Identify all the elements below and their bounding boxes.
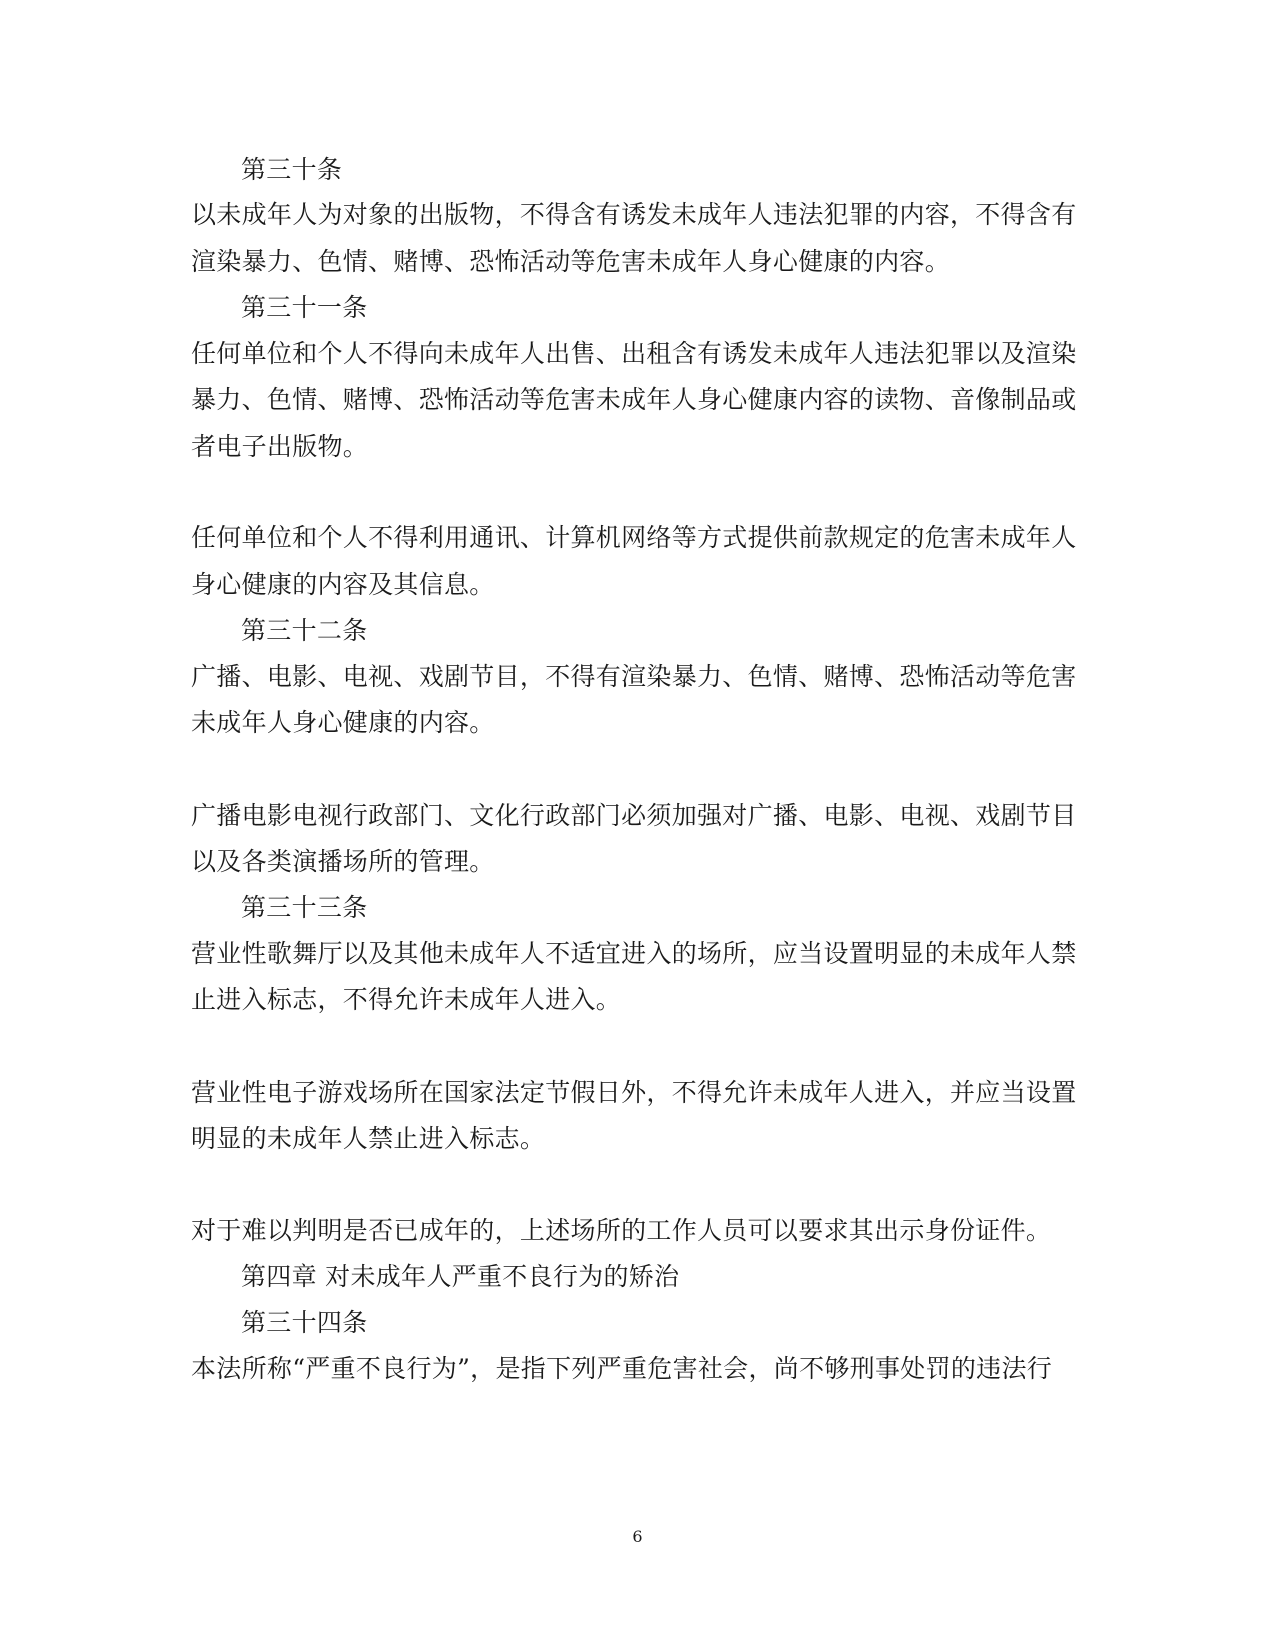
paragraph-line: 未成年人身心健康的内容。 [191, 708, 495, 737]
paragraph-line: 任何单位和个人不得利用通讯、计算机网络等方式提供前款规定的危害未成年人 [191, 523, 1077, 552]
article-heading: 第三十条 [241, 155, 343, 184]
paragraph-line: 任何单位和个人不得向未成年人出售、出租含有诱发未成年人违法犯罪以及渲染 [191, 339, 1077, 368]
article-heading: 第三十二条 [241, 616, 368, 645]
paragraph-line: 以未成年人为对象的出版物，不得含有诱发未成年人违法犯罪的内容，不得含有 [191, 200, 1077, 229]
paragraph-line: 者电子出版物。 [191, 432, 369, 461]
paragraph-line: 营业性歌舞厅以及其他未成年人不适宜进入的场所，应当设置明显的未成年人禁 [191, 939, 1077, 968]
paragraph-line: 暴力、色情、赌博、恐怖活动等危害未成年人身心健康内容的读物、音像制品或 [191, 385, 1077, 414]
paragraph-line: 明显的未成年人禁止进入标志。 [191, 1124, 546, 1153]
paragraph-line: 广播电影电视行政部门、文化行政部门必须加强对广播、电影、电视、戏剧节目 [191, 801, 1077, 830]
paragraph-line: 渲染暴力、色情、赌博、恐怖活动等危害未成年人身心健康的内容。 [191, 247, 951, 276]
paragraph-line: 营业性电子游戏场所在国家法定节假日外，不得允许未成年人进入，并应当设置 [191, 1078, 1077, 1107]
article-heading: 第三十四条 [241, 1308, 368, 1337]
paragraph-line: 止进入标志，不得允许未成年人进入。 [191, 985, 622, 1014]
paragraph-line: 以及各类演播场所的管理。 [191, 847, 495, 876]
page-number: 6 [632, 1527, 643, 1546]
chapter-heading: 第四章 对未成年人严重不良行为的矫治 [241, 1262, 680, 1291]
article-heading: 第三十三条 [241, 893, 368, 922]
paragraph-line: 身心健康的内容及其信息。 [191, 570, 495, 599]
paragraph-line: 本法所称“严重不良行为”，是指下列严重危害社会，尚不够刑事处罚的违法行 [191, 1354, 1053, 1383]
paragraph-line: 广播、电影、电视、戏剧节目，不得有渲染暴力、色情、赌博、恐怖活动等危害 [191, 662, 1077, 691]
paragraph-line: 对于难以判明是否已成年的，上述场所的工作人员可以要求其出示身份证件。 [191, 1216, 1052, 1245]
article-heading: 第三十一条 [241, 293, 368, 322]
